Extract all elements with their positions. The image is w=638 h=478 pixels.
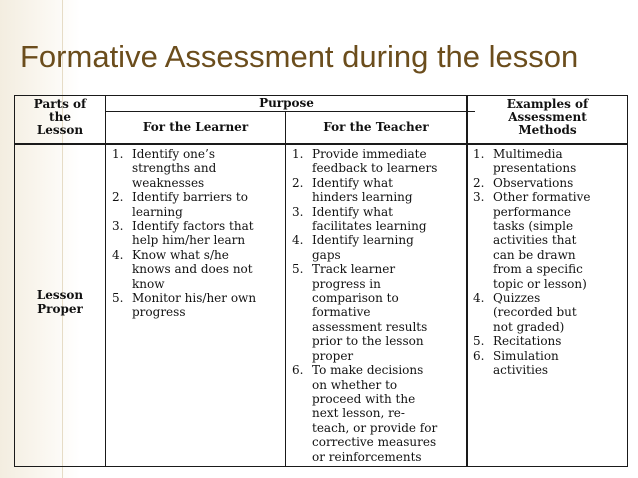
list-item <box>473 147 626 176</box>
list-item <box>473 349 626 378</box>
list-item-number: 5. <box>112 291 124 306</box>
list-item-number: 2. <box>292 175 304 190</box>
list-item-number: 5. <box>473 334 485 349</box>
list-item <box>292 233 465 262</box>
assessment-methods-list <box>473 147 626 378</box>
table-rule-teacher-divider <box>466 95 468 467</box>
list-item <box>473 334 626 348</box>
table-rule-parts-divider <box>105 95 106 467</box>
list-item-number: 2. <box>473 175 485 190</box>
list-item <box>112 291 284 320</box>
list-item-text: Provide immediate feedback to learners <box>312 147 438 176</box>
list-item-text: Identify learning gaps <box>312 233 414 262</box>
list-item-number: 1. <box>112 147 124 161</box>
list-item <box>473 291 626 334</box>
list-item <box>473 190 626 291</box>
table-rule-left <box>14 95 15 467</box>
list-item-text: Other formative performance tasks (simple activities that can be drawn from a specific topic or lesson) <box>493 190 591 291</box>
list-item-number: 3. <box>292 204 304 219</box>
list-item <box>292 205 465 234</box>
list-item <box>112 248 284 291</box>
list-item-text: Identify barriers to learning <box>132 190 248 219</box>
list-item-text: Know what s/he knows and does not know <box>132 247 253 291</box>
list-item-number: 4. <box>473 291 485 306</box>
header-for-the-learner: For the Learner <box>142 120 249 134</box>
list-item <box>292 176 465 205</box>
learner-purpose-list <box>112 147 284 320</box>
header-purpose: Purpose <box>259 96 314 110</box>
list-item <box>473 176 626 190</box>
list-item <box>292 147 465 176</box>
list-item-number: 5. <box>292 262 304 277</box>
list-item-number: 6. <box>292 363 304 378</box>
list-item-number: 6. <box>473 348 485 363</box>
list-item <box>292 262 465 363</box>
list-item-number: 2. <box>112 190 124 205</box>
list-item-number: 4. <box>112 247 124 262</box>
list-item-text: Observations <box>493 175 574 190</box>
list-item-text: Identify what hinders learning <box>312 175 413 205</box>
list-item-text: Identify factors that help him/her learn <box>132 219 254 248</box>
list-item-text: To make decisions on whether to proceed with the next lesson, re- teach, or provide for corrective measures or reinforcements <box>312 363 438 464</box>
list-item <box>292 363 465 464</box>
list-item-number: 4. <box>292 233 304 248</box>
list-item-text: Multimedia presentations <box>493 147 577 176</box>
header-parts-of-lesson: Parts of the Lesson <box>33 97 87 137</box>
table-rule-bottom <box>14 466 628 467</box>
list-item-text: Track learner progress in comparison to formative assessment results prior to the lesson proper <box>312 262 428 363</box>
table-rule-purpose-divider <box>105 111 475 112</box>
slide-title: Formative Assessment during the lesson <box>20 39 579 74</box>
list-item <box>112 147 284 190</box>
assessment-table <box>14 95 628 467</box>
list-item-number: 3. <box>112 219 124 234</box>
list-item-number: 3. <box>473 190 485 205</box>
table-rule-right <box>627 95 628 467</box>
list-item-number: 1. <box>292 147 304 161</box>
list-item-text: Identify what facilitates learning <box>312 204 427 234</box>
list-item-text: Simulation activities <box>493 348 559 378</box>
header-examples-of-methods: Examples of Assessment Methods <box>506 97 589 137</box>
list-item-number: 1. <box>473 147 485 161</box>
list-item-text: Identify one’s strengths and weaknesses <box>132 147 217 190</box>
table-rule-header-bottom <box>14 143 628 145</box>
list-item <box>112 190 284 219</box>
table-rule-learner-divider <box>285 111 286 467</box>
list-item-text: Recitations <box>493 334 562 349</box>
list-item-text: Monitor his/her own progress <box>132 291 257 320</box>
list-item <box>112 219 284 248</box>
table-rule-top <box>14 95 628 96</box>
list-item-text: Quizzes (recorded but not graded) <box>493 291 577 334</box>
row-label-lesson-proper: Lesson Proper <box>36 288 84 316</box>
teacher-purpose-list <box>292 147 465 464</box>
header-for-the-teacher: For the Teacher <box>323 120 429 134</box>
